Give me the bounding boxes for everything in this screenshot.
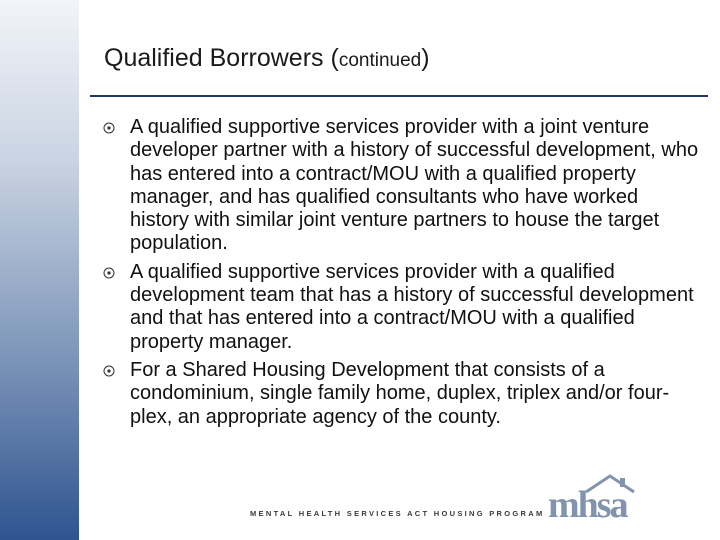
program-name: MENTAL HEALTH SERVICES ACT HOUSING PROGRAM <box>250 509 545 518</box>
title-divider <box>90 95 708 97</box>
bullet-text-2: A qualified supportive services provider with a qualified development team that has a history of successful development and that has entered into a contract/MOU with a qualified property manager. <box>130 260 694 353</box>
circle-dot-bullet-icon <box>103 122 115 134</box>
circle-dot-bullet-icon <box>103 365 115 377</box>
title-continued: continued <box>338 50 422 71</box>
title-main: Qualified Borrowers ( <box>104 44 339 72</box>
circle-dot-bullet-icon <box>103 267 115 279</box>
bullet-list <box>102 116 702 434</box>
bullet-item-3 <box>102 359 702 429</box>
mhsa-logo <box>546 472 658 524</box>
slide-title <box>104 44 430 73</box>
logo-text: mhsa <box>548 484 627 524</box>
bullet-item-2 <box>102 261 702 354</box>
bullet-text-3: For a Shared Housing Development that consists of a condominium, single family home, duplex, triplex and/or four-plex, an appropriate agency of the county. <box>130 358 670 428</box>
left-gradient-band <box>0 0 79 540</box>
bullet-item-1 <box>102 116 702 256</box>
title-close-paren: ) <box>421 44 430 72</box>
bullet-text-1: A qualified supportive services provider with a joint venture developer partner with a history of successful development, who has entered into a contract/MOU with a qualified property manager, and has qualified consultants who have worked history with similar joint venture partners to house the target population. <box>130 116 699 255</box>
